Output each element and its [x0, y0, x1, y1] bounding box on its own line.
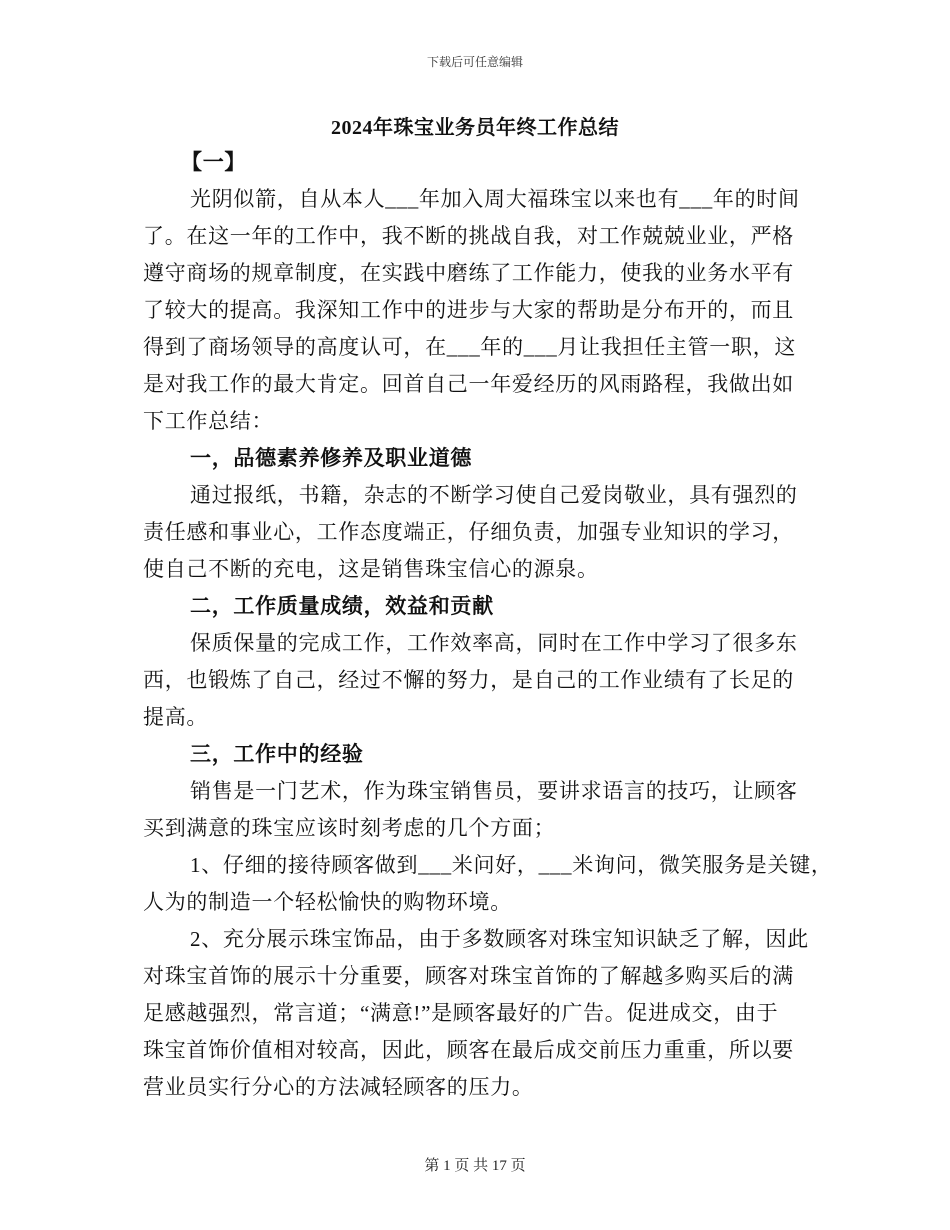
text-line: 光阴似箭，自从本人___年加入周大福珠宝以来也有___年的时间: [190, 187, 800, 211]
text-line: 足感越强烈，常言道；“满意!”是顾客最好的广告。促进成交，由于: [143, 1001, 779, 1025]
document-body: [143, 144, 843, 1106]
page-header: 下载后可任意编辑: [426, 55, 523, 69]
section-heading-3: 三，工作中的经验: [190, 742, 364, 766]
text-line: 遵守商场的规章制度，在实践中磨练了工作能力，使我的业务水平有: [143, 261, 794, 285]
section-heading-2: 二，工作质量成绩，效益和贡献: [190, 594, 494, 618]
text-line: 得到了商场领导的高度认可，在___年的___月让我担任主管一职，这: [143, 335, 797, 359]
text-line: 营业员实行分心的方法减轻顾客的压力。: [143, 1075, 534, 1099]
text-line: 销售是一门艺术，作为珠宝销售员，要讲求语言的技巧，让顾客: [190, 779, 798, 803]
text-line: 提高。: [143, 705, 209, 729]
document-title: 2024年珠宝业务员年终工作总结: [331, 117, 619, 139]
text-line: 西，也锻炼了自己，经过不懈的努力，是自己的工作业绩有了长足的: [143, 668, 794, 692]
text-line: 通过报纸，书籍，杂志的不断学习使自己爱岗敬业，具有强烈的: [190, 483, 798, 507]
text-line: 使自己不断的充电，这是销售珠宝信心的源泉。: [143, 557, 599, 581]
text-line: 对珠宝首饰的展示十分重要，顾客对珠宝首饰的了解越多购买后的满: [143, 964, 794, 988]
page-footer: 第 1 页 共 17 页: [424, 1158, 526, 1174]
section-heading-1: 一，品德素养修养及职业道德: [190, 446, 473, 470]
list-item-1: [143, 847, 843, 921]
text-line: 人为的制造一个轻松愉快的购物环境。: [143, 890, 512, 914]
section-2-paragraph: [143, 625, 843, 736]
text-line: 买到满意的珠宝应该时刻考虑的几个方面；: [143, 816, 556, 840]
text-line: 珠宝首饰价值相对较高，因此，顾客在最后成交前压力重重，所以要: [143, 1038, 794, 1062]
text-line: 了较大的提高。我深知工作中的进步与大家的帮助是分布开的，而且: [143, 298, 794, 322]
list-item-2: [143, 921, 843, 1106]
text-line: 2、充分展示珠宝饰品，由于多数顾客对珠宝知识缺乏了解，因此: [190, 927, 809, 951]
text-line: 1、仔细的接待顾客做到___米问好，___米询问，微笑服务是关键，: [190, 853, 833, 877]
section-marker: 【一】: [181, 150, 247, 174]
intro-paragraph: [143, 181, 843, 440]
text-line: 保质保量的完成工作，工作效率高，同时在工作中学习了很多东: [190, 631, 798, 655]
text-line: 责任感和事业心，工作态度端正，仔细负责，加强专业知识的学习，: [143, 520, 794, 544]
section-3-paragraph: [143, 773, 843, 847]
text-line: 了。在这一年的工作中，我不断的挑战自我，对工作兢兢业业，严格: [143, 224, 794, 248]
text-line: 下工作总结：: [143, 409, 274, 433]
text-line: 是对我工作的最大肯定。回首自己一年爱经历的风雨路程，我做出如: [143, 372, 794, 396]
section-1-paragraph: [143, 477, 843, 588]
